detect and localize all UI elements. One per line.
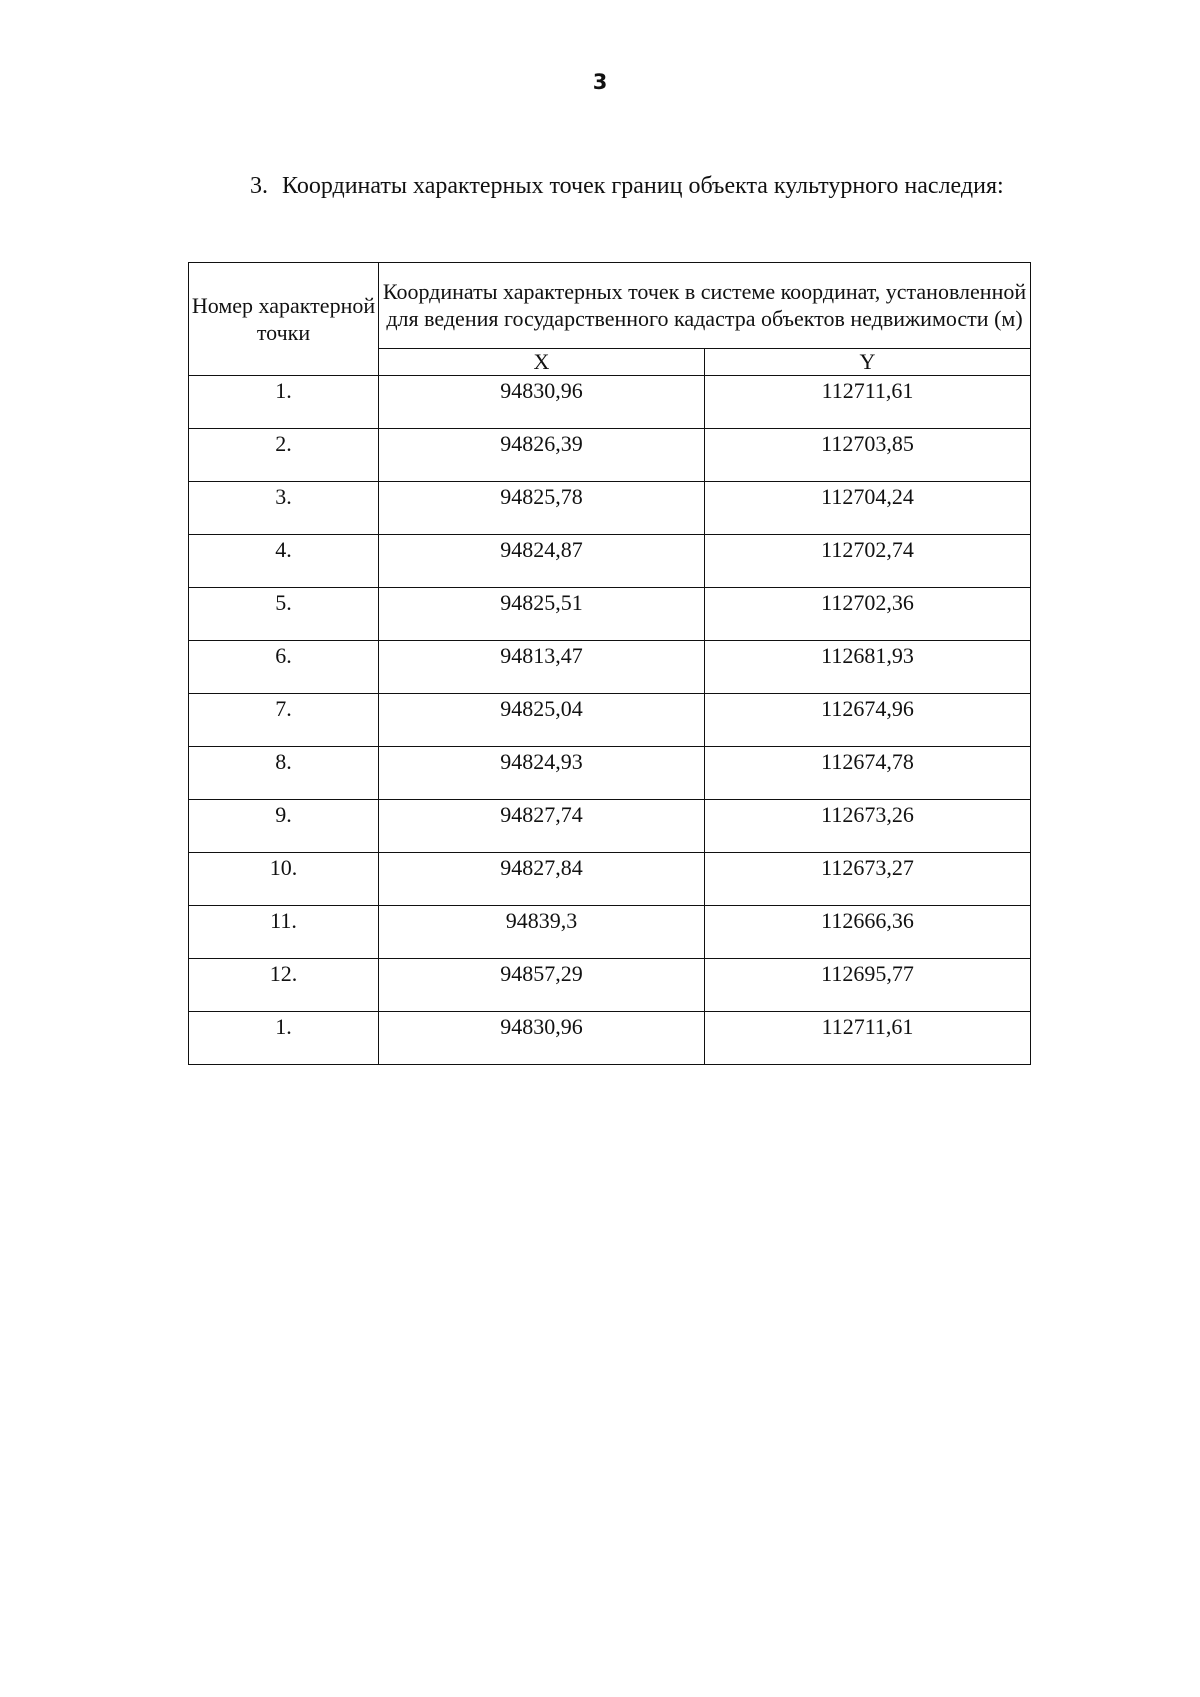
header-y: Y [705, 348, 1031, 375]
coordinates-table [188, 262, 1031, 1065]
point-number: 7. [189, 694, 379, 747]
point-number: 2. [189, 429, 379, 482]
x-value: 94825,78 [379, 482, 705, 535]
x-value: 94825,51 [379, 588, 705, 641]
table-row [189, 747, 1031, 800]
x-value: 94824,93 [379, 747, 705, 800]
x-value: 94813,47 [379, 641, 705, 694]
x-value: 94824,87 [379, 535, 705, 588]
point-number: 6. [189, 641, 379, 694]
x-value: 94839,3 [379, 906, 705, 959]
table-row [189, 800, 1031, 853]
point-number: 1. [189, 376, 379, 429]
y-value: 112673,27 [705, 853, 1031, 906]
y-value: 112702,36 [705, 588, 1031, 641]
table-row [189, 641, 1031, 694]
y-value: 112666,36 [705, 906, 1031, 959]
point-number: 4. [189, 535, 379, 588]
y-value: 112695,77 [705, 959, 1031, 1012]
table-row [189, 906, 1031, 959]
table-row [189, 853, 1031, 906]
x-value: 94830,96 [379, 1012, 705, 1065]
x-value: 94827,84 [379, 853, 705, 906]
point-number: 8. [189, 747, 379, 800]
x-value: 94826,39 [379, 429, 705, 482]
x-value: 94827,74 [379, 800, 705, 853]
y-value: 112711,61 [705, 1012, 1031, 1065]
point-number: 5. [189, 588, 379, 641]
section-title: Координаты характерных точек границ объекта культурного наследия: [282, 173, 1004, 199]
point-number: 3. [189, 482, 379, 535]
point-number: 1. [189, 1012, 379, 1065]
section-heading [250, 173, 1004, 200]
section-number: 3. [250, 173, 268, 199]
point-number: 11. [189, 906, 379, 959]
point-number: 12. [189, 959, 379, 1012]
x-value: 94825,04 [379, 694, 705, 747]
table-row [189, 376, 1031, 429]
table-row [189, 588, 1031, 641]
y-value: 112711,61 [705, 376, 1031, 429]
table-row [189, 694, 1031, 747]
point-number: 9. [189, 800, 379, 853]
table-row [189, 959, 1031, 1012]
x-value: 94857,29 [379, 959, 705, 1012]
y-value: 112674,78 [705, 747, 1031, 800]
y-value: 112681,93 [705, 641, 1031, 694]
table-row [189, 535, 1031, 588]
y-value: 112702,74 [705, 535, 1031, 588]
y-value: 112673,26 [705, 800, 1031, 853]
header-coordinates: Координаты характерных точек в системе координат, установленной для ведения государственного кадастра объектов недвижимости (м) [379, 263, 1031, 349]
table-row [189, 429, 1031, 482]
point-number: 10. [189, 853, 379, 906]
y-value: 112703,85 [705, 429, 1031, 482]
x-value: 94830,96 [379, 376, 705, 429]
header-x: X [379, 348, 705, 375]
header-point-number: Номер характерной точки [189, 263, 379, 376]
table-row [189, 482, 1031, 535]
page-number: 3 [592, 70, 608, 94]
table-row [189, 1012, 1031, 1065]
y-value: 112704,24 [705, 482, 1031, 535]
y-value: 112674,96 [705, 694, 1031, 747]
